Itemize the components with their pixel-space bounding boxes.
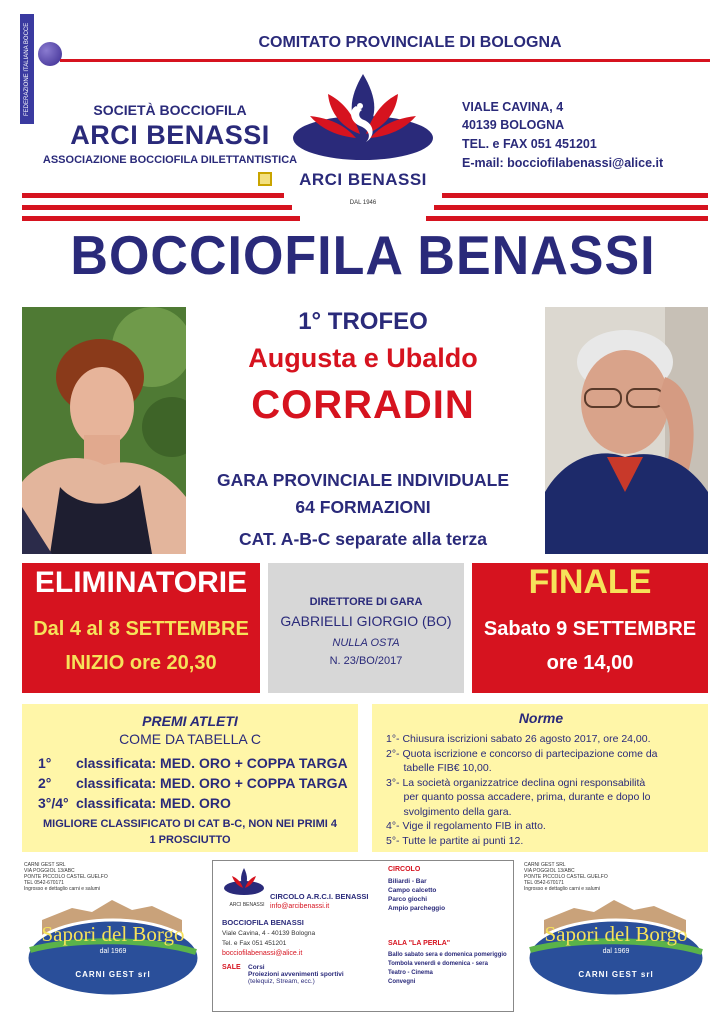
premi-text: classificata: MED. ORO + COPPA TARGA: [76, 755, 348, 771]
qr-icon: [258, 172, 272, 186]
circolo-sale-item: (telequiz, Stream, ecc.): [248, 978, 315, 985]
circolo-perla-item: Convegni: [388, 979, 416, 985]
race-categories: CAT. A-B-C separate alla terza: [239, 529, 487, 549]
race-formations: 64 FORMAZIONI: [295, 497, 431, 517]
logo-since: DAL 1946: [349, 200, 377, 206]
federation-ball-icon: [38, 42, 62, 66]
premi-note: MIGLIORE CLASSIFICATO DI CAT B-C, NON NEI PRIMI 4: [43, 818, 337, 830]
norme-item: 4°- Vige il regolamento FIB in atto.: [386, 820, 546, 832]
circolo-sale-item: Proiezioni avvenimenti sportivi: [248, 971, 344, 978]
circolo-sale-item: Corsi: [248, 964, 265, 971]
sponsor-line: VIA POGGIOL 13/ABC: [24, 868, 75, 874]
premi-row-2: [38, 775, 348, 791]
portrait-ubaldo: [545, 307, 708, 554]
stripe-left-2: [22, 205, 292, 210]
premi-title: PREMI ATLETI: [142, 713, 238, 729]
circolo-header: CIRCOLO A.R.C.I. BENASSI: [270, 892, 369, 901]
premi-row-3: [38, 795, 231, 811]
finale-date: Sabato 9 SETTEMBRE: [483, 618, 697, 640]
page-title: BOCCIOFILA BENASSI: [70, 225, 656, 287]
stripe-right-3: [426, 216, 708, 221]
address-city: 40139 BOLOGNA: [462, 118, 565, 132]
circolo-item: Campo calcetto: [388, 887, 437, 894]
circolo-logo-icon: [222, 866, 266, 900]
race-type: GARA PROVINCIALE INDIVIDUALE: [216, 470, 509, 490]
circolo-email2[interactable]: bocciofilabenassi@alice.it: [222, 950, 303, 957]
federation-strip: FEDERAZIONE ITALIANA BOCCE: [20, 14, 34, 124]
premi-pos: 2°: [38, 775, 52, 791]
circolo-item: Parco giochi: [388, 896, 428, 903]
premi-text: classificata: MED. ORO: [76, 795, 231, 811]
finale-title: FINALE: [528, 563, 652, 601]
circolo-name: BOCCIOFILA BENASSI: [222, 918, 304, 927]
premi-row-1: [38, 755, 348, 771]
direttore-number: N. 23/BO/2017: [329, 655, 403, 667]
norme-item: 1°- Chiusura iscrizioni sabato 26 agosto 2017, ore 24,00.: [386, 733, 651, 745]
society-name: ARCI BENASSI: [70, 120, 270, 150]
sponsor-line: CARNI GEST SRL: [24, 862, 66, 868]
society-line1: SOCIETÀ BOCCIOFILA: [93, 102, 247, 118]
eliminatorie-start: INIZIO ore 20,30: [65, 652, 217, 674]
stripe-left-3: [22, 216, 300, 221]
logo-name: ARCI BENASSI: [299, 170, 427, 189]
sponsor-right-brand: Sapori del Borgo: [544, 922, 688, 946]
norme-item: svolgimento della gara.: [386, 805, 512, 818]
sponsor-left-brand: Sapori del Borgo: [41, 922, 185, 946]
circolo-item: Biliardi - Bar: [388, 878, 427, 885]
sponsor-left-since: dal 1969: [99, 948, 127, 955]
sponsor-line: Ingrosso e dettaglio carni e salumi: [24, 886, 100, 892]
circolo-email[interactable]: info@arcibenassi.it: [270, 903, 330, 910]
sponsor-line: PONTE PICCOLO CASTEL GUELFO: [24, 874, 108, 880]
circolo-sale-label: SALE: [222, 964, 241, 971]
direttore-nulla-osta: NULLA OSTA: [332, 637, 400, 649]
sponsor-line: TEL 0542-670171: [524, 880, 564, 886]
premi-pos: 3°/4°: [38, 795, 69, 811]
address-street: VIALE CAVINA, 4: [462, 100, 564, 114]
premi-text: classificata: MED. ORO + COPPA TARGA: [76, 775, 348, 791]
circolo-perla-list: [388, 951, 507, 987]
circolo-sale-list: [248, 964, 344, 985]
stripe-right-1: [442, 193, 708, 198]
sponsor-left-company: CARNI GEST srl: [75, 970, 151, 979]
direttore-label: DIRETTORE DI GARA: [309, 596, 423, 608]
society-line3: ASSOCIAZIONE BOCCIOFILA DILETTANTISTICA: [42, 154, 298, 166]
circolo-perla-item: Tombola venerdì e domenica - sera: [388, 961, 488, 967]
address-email[interactable]: E-mail: bocciofilabenassi@alice.it: [462, 156, 664, 170]
circolo-perla-item: Ballo sabato sera e domenica pomeriggio: [388, 952, 507, 958]
norme-item: 3°- La società organizzatrice declina ogni responsabilità: [386, 776, 646, 789]
trophy-names: Augusta e Ubaldo: [248, 343, 478, 373]
circolo-perla-label: SALA "LA PERLA": [388, 940, 451, 947]
committee-title: COMITATO PROVINCIALE DI BOLOGNA: [258, 34, 562, 51]
sponsor-line: Ingrosso e dettaglio carni e salumi: [524, 886, 600, 892]
premi-pos: 1°: [38, 755, 52, 771]
arci-benassi-logo: [288, 66, 438, 214]
circolo-perla-item: Teatro - Cinema: [388, 970, 433, 976]
norme-item: 5°- Tutte le partite ai punti 12.: [386, 834, 524, 847]
sponsor-line: TEL 0542-670171: [24, 880, 64, 886]
circolo-address: Viale Cavina, 4 - 40139 Bologna: [222, 930, 316, 937]
circolo-item: Ampio parcheggio: [388, 905, 446, 912]
sponsor-line: CARNI GEST SRL: [524, 862, 566, 868]
circolo-logo-name: ARCI BENASSI: [229, 902, 265, 908]
trophy-surname: CORRADIN: [251, 383, 475, 427]
premi-prize: 1 PROSCIUTTO: [149, 834, 231, 846]
header-divider: [60, 59, 710, 62]
norme-title: Norme: [518, 710, 564, 726]
trophy-edition: 1° TROFEO: [298, 308, 428, 335]
premi-subtitle: COME DA TABELLA C: [119, 731, 261, 747]
circolo-circolo-label: CIRCOLO: [388, 866, 421, 873]
sponsor-line: VIA POGGIOL 13/ABC: [524, 868, 575, 874]
norme-item: tabelle FIB€ 10,00.: [386, 762, 492, 774]
norme-item: 2°- Quota iscrizione e concorso di partecipazione come da: [386, 747, 658, 760]
sponsor-right-since: dal 1969: [602, 948, 630, 955]
stripe-right-2: [434, 205, 708, 210]
eliminatorie-dates: Dal 4 al 8 SETTEMBRE: [33, 618, 249, 640]
sponsor-right-company: CARNI GEST srl: [578, 970, 654, 979]
circolo-tel: Tel. e Fax 051 451201: [222, 940, 287, 947]
norme-item: per quanto possa accadere, prima, durante e dopo lo: [386, 791, 651, 803]
circolo-circolo-list: [388, 877, 445, 913]
portrait-augusta: [22, 307, 186, 554]
address-phone: TEL. e FAX 051 451201: [462, 137, 597, 151]
finale-time: ore 14,00: [546, 652, 634, 674]
stripe-left-1: [22, 193, 284, 198]
sponsor-line: PONTE PICCOLO CASTEL GUELFO: [524, 874, 608, 880]
norme-list: [386, 732, 704, 848]
direttore-name: GABRIELLI GIORGIO (BO): [280, 613, 452, 629]
eliminatorie-title: ELIMINATORIE: [34, 566, 248, 599]
